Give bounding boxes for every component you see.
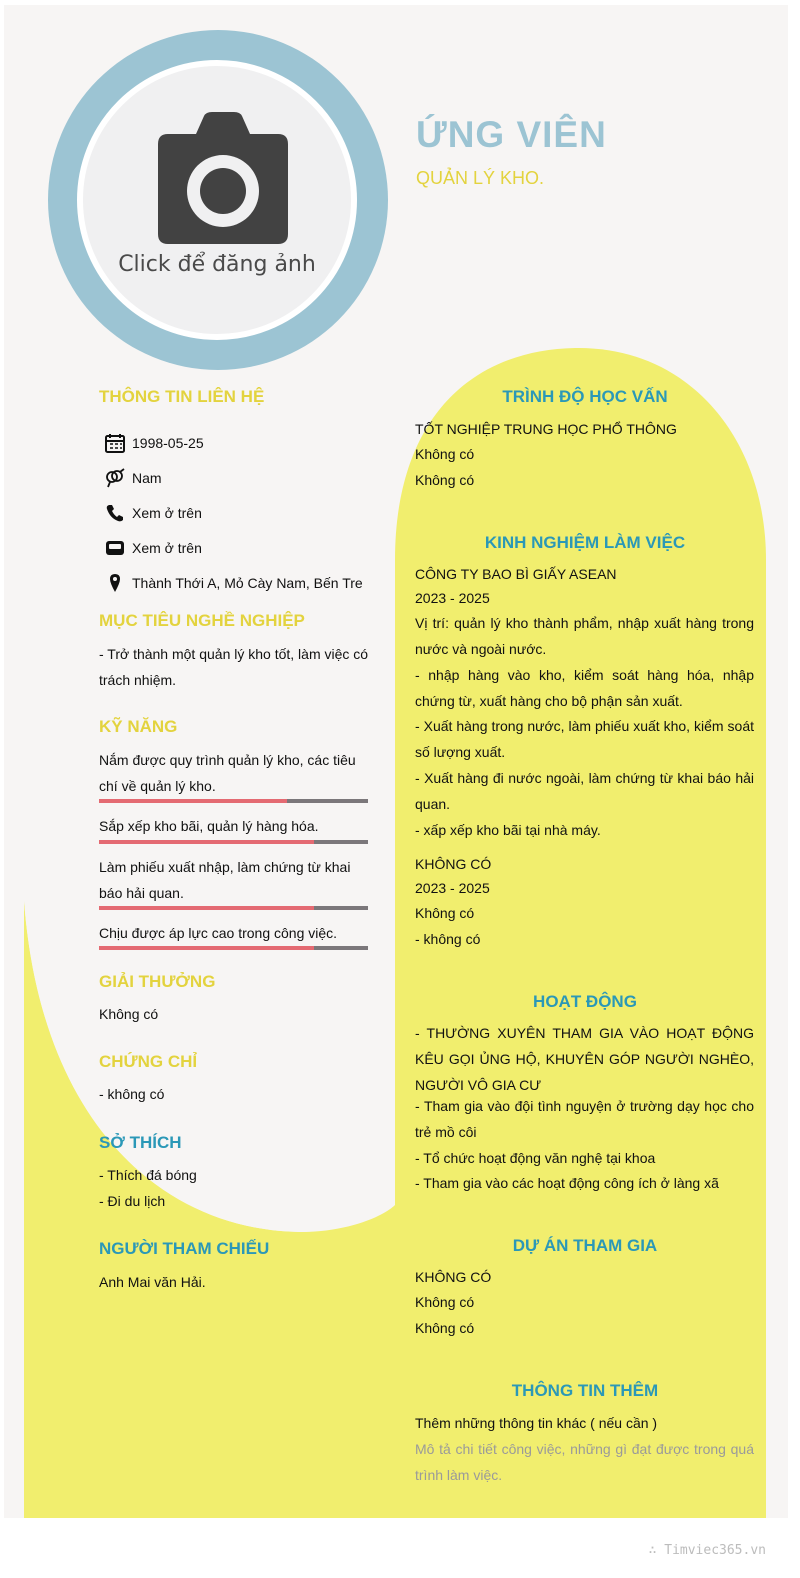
additional-title: THÔNG TIN THÊM [511,1381,659,1400]
skill-item-2[interactable]: Sắp xếp kho bãi, quản lý hàng hóa. [99,818,319,834]
project-line[interactable]: Không có [415,1294,475,1310]
contact-birthday[interactable] [104,432,204,454]
education-line[interactable]: Không có [415,446,475,462]
email-value: Xem ở trên [132,540,202,556]
projects-title: DỰ ÁN THAM GIA [512,1236,658,1255]
hobby-item[interactable]: - Thích đá bóng [99,1167,197,1183]
job-detail[interactable]: Vị trí: quản lý kho thành phẩm, nhập xuất hàng trong nước và ngoài nước. [415,615,754,657]
birthday-value: 1998-05-25 [132,435,204,451]
job-detail[interactable]: Không có [415,905,475,921]
skill-item-4[interactable]: Chịu được áp lực cao trong công việc. [99,925,338,941]
camera-icon [138,106,298,246]
skill-bar-fill [99,946,314,950]
activities-title: HOẠT ĐỘNG [533,992,637,1011]
skill-bar-1 [99,799,368,803]
contact-gender[interactable] [104,467,162,489]
job-detail[interactable]: - không có [415,931,481,947]
gender-value: Nam [132,470,162,486]
activity-item[interactable]: - Tham gia vào các hoạt động công ích ở làng xã [415,1175,719,1191]
references-title: NGƯỜI THAM CHIẾU [99,1239,270,1258]
email-icon [104,538,126,558]
job-detail[interactable]: - Xuất hàng đi nước ngoài, làm chứng từ khai báo hải quan. [415,770,754,812]
experience-title: KINH NGHIỆM LÀM VIỆC [484,533,686,552]
upload-photo-label: Click để đăng ảnh [118,252,316,277]
skill-bar-3 [99,906,368,910]
skill-bar-fill [99,799,287,803]
awards-text[interactable]: Không có [99,1006,159,1022]
contact-phone[interactable] [104,502,202,524]
objective-text[interactable]: - Trở thành một quản lý kho tốt, làm việc có trách nhiệm. [99,646,369,688]
job-company[interactable]: CÔNG TY BAO BÌ GIẤY ASEAN [415,566,617,582]
skill-bar-fill [99,840,314,844]
project-line[interactable]: Không có [415,1320,475,1336]
skills-title: KỸ NĂNG [99,717,178,736]
contact-address[interactable] [104,572,363,594]
awards-title: GIẢI THƯỞNG [99,972,216,991]
skill-item-3[interactable]: Làm phiếu xuất nhập, làm chứng từ khai báo hải quan. [99,859,351,901]
contact-title: THÔNG TIN LIÊN HỆ [99,387,265,406]
gender-icon [104,468,126,488]
certificates-text[interactable]: - không có [99,1086,165,1102]
candidate-name[interactable]: ỨNG VIÊN [416,114,607,155]
job-detail[interactable]: - nhập hàng vào kho, kiểm soát hàng hóa, nhập chứng từ, xuất hàng cho bộ phận sản xuất. [415,667,754,709]
skill-bar-fill [99,906,314,910]
activity-item[interactable]: - THƯỜNG XUYÊN THAM GIA VÀO HOẠT ĐỘNG KÊU GỌI ỦNG HỘ, KHUYÊN GÓP NGƯỜI NGHÈO, NGƯỜI VÔ GIA CƯ [415,1025,754,1093]
address-value: Thành Thới A, Mỏ Cày Nam, Bến Tre [132,575,363,591]
additional-placeholder[interactable]: Mô tả chi tiết công việc, những gì đạt được trong quá trình làm việc. [415,1441,754,1483]
hobbies-title: SỞ THÍCH [99,1133,182,1152]
references-text[interactable]: Anh Mai văn Hải. [99,1274,206,1290]
phone-value: Xem ở trên [132,505,202,521]
calendar-icon [104,433,126,453]
brand-watermark: ∴ Timviec365.vn [648,1543,766,1558]
job-detail[interactable]: - Xuất hàng trong nước, làm phiếu xuất kho, kiểm soát số lượng xuất. [415,718,754,760]
objective-title: MỤC TIÊU NGHỀ NGHIỆP [99,611,305,630]
activity-item[interactable]: - Tham gia vào đội tình nguyện ở trường dạy học cho trẻ mồ côi [415,1098,754,1140]
project-line[interactable]: KHÔNG CÓ [415,1269,492,1285]
hobby-item[interactable]: - Đi du lịch [99,1193,166,1209]
contact-email[interactable] [104,537,202,559]
skill-bar-4 [99,946,368,950]
job-detail[interactable]: - xấp xếp kho bãi tại nhà máy. [415,822,601,838]
education-line[interactable]: Không có [415,472,475,488]
education-title: TRÌNH ĐỘ HỌC VẤN [502,387,668,406]
certificates-title: CHỨNG CHỈ [99,1052,198,1071]
avatar-upload[interactable] [77,60,357,340]
activity-item[interactable]: - Tổ chức hoạt động văn nghệ tại khoa [415,1150,656,1166]
job-company[interactable]: KHÔNG CÓ [415,856,492,872]
skill-bar-2 [99,840,368,844]
additional-line[interactable]: Thêm những thông tin khác ( nếu cần ) [415,1415,658,1431]
skill-item-1[interactable]: Nắm được quy trình quản lý kho, các tiêu chí về quản lý kho. [99,752,356,794]
phone-icon [104,503,126,523]
education-school[interactable]: TỐT NGHIỆP TRUNG HỌC PHỔ THÔNG [415,421,677,437]
location-pin-icon [104,573,126,593]
job-period[interactable]: 2023 - 2025 [415,590,490,606]
candidate-position[interactable]: QUẢN LÝ KHO. [416,168,545,188]
job-period[interactable]: 2023 - 2025 [415,880,490,896]
